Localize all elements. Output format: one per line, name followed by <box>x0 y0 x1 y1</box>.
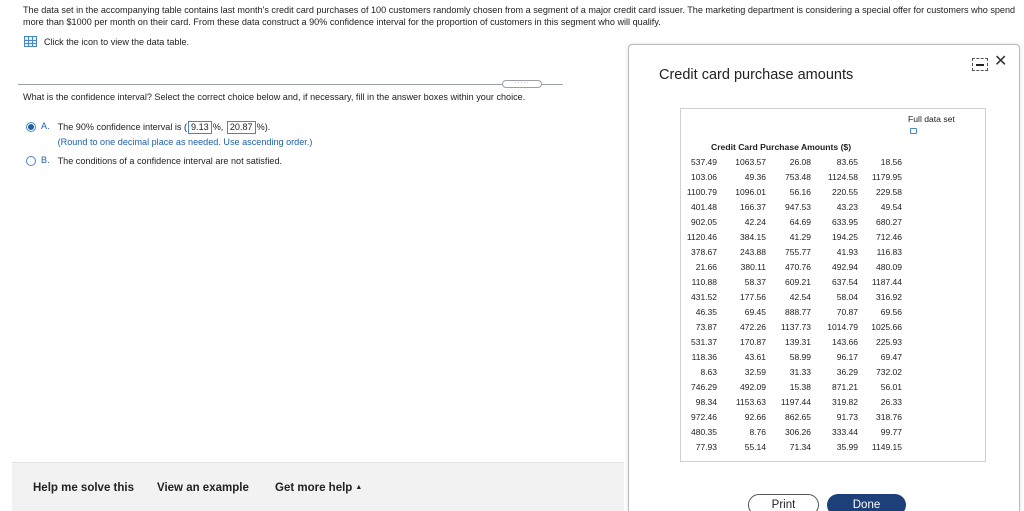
table-cell: 319.82 <box>832 396 858 407</box>
table-cell: 32.59 <box>744 366 766 377</box>
table-cell: 492.09 <box>740 381 766 392</box>
caret-up-icon: ▲ <box>355 484 363 491</box>
table-cell: 1187.44 <box>871 276 902 287</box>
table-cell: 170.87 <box>740 336 766 347</box>
table-cell: 1179.95 <box>871 171 902 182</box>
minimize-icon[interactable] <box>972 58 988 71</box>
choice-b-text: The conditions of a confidence interval are not satisfied. <box>57 156 283 166</box>
table-cell: 378.67 <box>691 246 717 257</box>
table-row <box>686 304 902 319</box>
table-cell: 755.77 <box>785 246 811 257</box>
table-cell: 21.66 <box>695 261 717 272</box>
help-toolbar <box>12 462 624 511</box>
table-cell: 49.36 <box>744 171 766 182</box>
table-cell: 1120.46 <box>686 231 717 242</box>
table-cell: 637.54 <box>832 276 858 287</box>
table-cell: 712.46 <box>876 231 902 242</box>
table-row <box>686 349 902 364</box>
table-cell: 64.69 <box>789 216 811 227</box>
choice-b[interactable] <box>26 155 282 168</box>
table-cell: 1096.01 <box>735 186 766 197</box>
table-cell: 99.77 <box>880 426 902 437</box>
table-row <box>686 154 902 169</box>
table-row <box>686 214 902 229</box>
choice-b-radio[interactable] <box>26 156 36 166</box>
table-cell: 49.54 <box>880 201 902 212</box>
close-icon[interactable]: ✕ <box>994 53 1008 70</box>
table-cell: 333.44 <box>832 426 858 437</box>
table-row <box>686 334 902 349</box>
choice-a-separator: %, <box>212 122 224 132</box>
table-cell: 41.93 <box>836 246 858 257</box>
table-cell: 609.21 <box>785 276 811 287</box>
table-cell: 18.56 <box>880 156 902 167</box>
purchase-amounts-table <box>686 154 902 454</box>
table-cell: 1149.15 <box>871 441 902 452</box>
table-cell: 91.73 <box>836 411 858 422</box>
table-cell: 15.38 <box>789 381 811 392</box>
dialog-title: Credit card purchase amounts <box>659 67 854 83</box>
upper-bound-input[interactable]: 20.87 <box>227 121 256 134</box>
table-cell: 42.24 <box>744 216 766 227</box>
table-cell: 139.31 <box>785 336 811 347</box>
table-cell: 8.76 <box>749 426 766 437</box>
data-table-dialog <box>628 44 1020 511</box>
table-cell: 31.33 <box>789 366 811 377</box>
table-cell: 83.65 <box>836 156 858 167</box>
table-cell: 96.17 <box>836 351 858 362</box>
table-cell: 753.48 <box>785 171 811 182</box>
problem-statement: The data set in the accompanying table contains last month's credit card purchases of 100 customers randomly chosen from a segment of a major credit card issuer. The marketing department is considering a special offer for customers who spend more than $1000 per month on their card. From these data construct a 90% confidence interval for the proportion of customers in this segment who will qualify. <box>23 5 1016 27</box>
table-row <box>686 184 902 199</box>
table-cell: 380.11 <box>740 261 766 272</box>
table-cell: 58.37 <box>744 276 766 287</box>
table-cell: 243.88 <box>740 246 766 257</box>
table-cell: 862.65 <box>785 411 811 422</box>
table-cell: 1063.57 <box>735 156 766 167</box>
table-cell: 69.45 <box>744 306 766 317</box>
table-cell: 888.77 <box>785 306 811 317</box>
table-cell: 680.27 <box>876 216 902 227</box>
table-cell: 98.34 <box>695 396 717 407</box>
table-cell: 58.99 <box>789 351 811 362</box>
table-cell: 746.29 <box>691 381 717 392</box>
choice-a[interactable] <box>26 121 312 149</box>
table-cell: 229.58 <box>876 186 902 197</box>
table-cell: 306.26 <box>785 426 811 437</box>
resize-handle[interactable]: ····· <box>502 80 542 88</box>
view-example-button[interactable]: View an example <box>157 482 249 494</box>
table-cell: 73.87 <box>695 321 717 332</box>
table-cell: 43.61 <box>744 351 766 362</box>
table-row <box>686 229 902 244</box>
table-cell: 431.52 <box>691 291 717 302</box>
table-title: Credit Card Purchase Amounts ($) <box>711 142 852 152</box>
table-cell: 8.63 <box>700 366 717 377</box>
table-row <box>686 169 902 184</box>
table-cell: 177.56 <box>740 291 766 302</box>
table-cell: 110.88 <box>691 276 717 287</box>
section-divider <box>18 84 563 85</box>
table-row <box>686 409 902 424</box>
table-cell: 70.87 <box>836 306 858 317</box>
view-data-table-label: Click the icon to view the data table. <box>44 36 190 47</box>
table-cell: 531.37 <box>691 336 717 347</box>
view-data-table-link[interactable] <box>24 36 189 47</box>
table-row <box>686 274 902 289</box>
table-cell: 194.25 <box>832 231 858 242</box>
table-cell: 225.93 <box>876 336 902 347</box>
table-cell: 26.33 <box>880 396 902 407</box>
choice-a-text <box>58 121 313 149</box>
table-row <box>686 394 902 409</box>
choice-b-letter: B. <box>41 155 50 165</box>
lower-bound-input[interactable]: 9.13 <box>188 121 212 134</box>
table-row <box>686 379 902 394</box>
table-row <box>686 439 902 454</box>
table-cell: 1137.73 <box>780 321 811 332</box>
table-cell: 69.47 <box>880 351 902 362</box>
table-row <box>686 244 902 259</box>
table-cell: 902.05 <box>691 216 717 227</box>
table-cell: 472.26 <box>740 321 766 332</box>
table-cell: 401.48 <box>691 201 717 212</box>
table-cell: 103.06 <box>691 171 717 182</box>
table-row <box>686 424 902 439</box>
table-row <box>686 289 902 304</box>
choice-a-letter: A. <box>41 121 50 131</box>
table-cell: 71.34 <box>789 441 811 452</box>
table-cell: 1153.63 <box>735 396 766 407</box>
table-cell: 470.76 <box>785 261 811 272</box>
table-cell: 1100.79 <box>686 186 717 197</box>
question-prompt: What is the confidence interval? Select the correct choice below and, if necessary, fill in the answer boxes within your choice. <box>23 92 526 102</box>
table-cell: 1025.66 <box>871 321 902 332</box>
table-row <box>686 319 902 334</box>
table-cell: 316.92 <box>876 291 902 302</box>
table-row <box>686 364 902 379</box>
table-cell: 492.94 <box>832 261 858 272</box>
table-cell: 1014.79 <box>827 321 858 332</box>
table-cell: 116.83 <box>876 246 902 257</box>
table-cell: 46.35 <box>695 306 717 317</box>
table-cell: 871.21 <box>832 381 858 392</box>
table-cell: 633.95 <box>832 216 858 227</box>
table-cell: 220.55 <box>832 186 858 197</box>
get-more-help-label: Get more help <box>275 482 353 494</box>
data-table-icon[interactable] <box>24 36 37 47</box>
table-cell: 480.09 <box>876 261 902 272</box>
table-cell: 36.29 <box>836 366 858 377</box>
table-cell: 56.16 <box>789 186 811 197</box>
table-cell: 92.66 <box>744 411 766 422</box>
table-cell: 166.37 <box>740 201 766 212</box>
table-cell: 42.54 <box>789 291 811 302</box>
table-cell: 1197.44 <box>780 396 811 407</box>
table-row <box>686 259 902 274</box>
table-cell: 26.08 <box>789 156 811 167</box>
table-cell: 77.93 <box>695 441 717 452</box>
table-cell: 384.15 <box>740 231 766 242</box>
copy-data-icon[interactable] <box>910 128 917 134</box>
table-cell: 143.66 <box>832 336 858 347</box>
table-cell: 58.04 <box>836 291 858 302</box>
table-cell: 43.23 <box>836 201 858 212</box>
table-cell: 972.46 <box>691 411 717 422</box>
table-cell: 56.01 <box>880 381 902 392</box>
table-cell: 537.49 <box>691 156 717 167</box>
rounding-hint: (Round to one decimal place as needed. Use ascending order.) <box>57 137 313 147</box>
help-me-solve-button[interactable]: Help me solve this <box>33 482 134 494</box>
full-data-set-label: Full data set <box>908 114 955 124</box>
table-cell: 35.99 <box>836 441 858 452</box>
table-cell: 732.02 <box>876 366 902 377</box>
table-row <box>686 199 902 214</box>
done-button[interactable]: Done <box>827 494 906 511</box>
choice-a-prefix: The 90% confidence interval is ( <box>57 122 187 132</box>
table-cell: 1124.58 <box>827 171 858 182</box>
get-more-help-button[interactable] <box>275 482 362 494</box>
table-cell: 118.36 <box>691 351 717 362</box>
table-cell: 41.29 <box>789 231 811 242</box>
choice-a-radio[interactable] <box>26 122 36 132</box>
table-cell: 947.53 <box>785 201 811 212</box>
table-cell: 69.56 <box>880 306 902 317</box>
table-cell: 318.76 <box>876 411 902 422</box>
choice-a-suffix: %). <box>256 122 271 132</box>
print-button[interactable]: Print <box>748 494 819 511</box>
table-cell: 55.14 <box>744 441 766 452</box>
table-cell: 480.35 <box>691 426 717 437</box>
